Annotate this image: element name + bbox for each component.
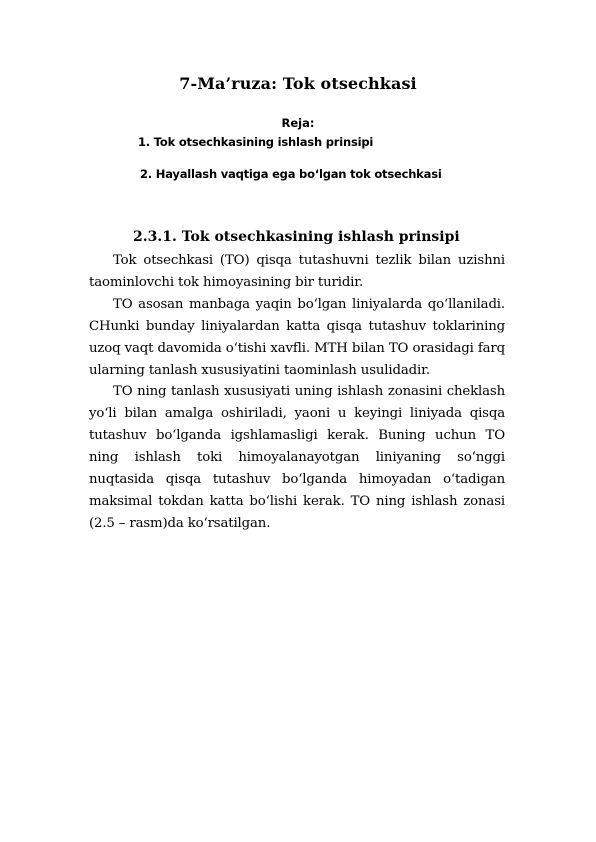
section-heading: 2.3.1. Tok otsechkasining ishlash prinsipi [133, 229, 460, 245]
lecture-title: 7-Ma’ruza: Tok otsechkasi [179, 74, 417, 93]
plan-label: Reja: [281, 116, 315, 130]
paragraph-2: TO asosan manbaga yaqin bo‘lgan liniyalarda qo‘llaniladi. CHunki bunday liniyalardan katta qisqa tutashuv toklarining uzoq vaqt davomida o‘tishi xavfli. MTH bilan TO orasidagi farq ularning tanlash xususiyatini taominlash usulidadir. [89, 296, 505, 378]
plan-item-1: 1. Tok otsechkasining ishlash prinsipi [138, 135, 374, 149]
plan-item-2: 2. Hayallash vaqtiga ega bo‘lgan tok otsechkasi [140, 167, 442, 181]
paragraph-3: TO ning tanlash xususiyati uning ishlash zonasini cheklash yo‘li bilan amalga oshiriladi, yaoni u keyingi liniyada qisqa tutashuv bo‘lganda igshlamasligi kerak. Buning uchun TO ning ishlash toki himoyalanayotgan liniyaning so‘nggi nuqtasida qisqa tutashuv bo‘lganda himoyadan o‘tadigan maksimal tokdan katta bo‘lishi kerak. TO ning ishlash zonasi (2.5 – rasm)da ko‘rsatilgan. [89, 384, 505, 531]
section-body [89, 250, 505, 535]
paragraph-1: Tok otsechkasi (TO) qisqa tutashuvni tezlik bilan uzishni taominlovchi tok himoyasining bir turidir. [89, 253, 505, 290]
